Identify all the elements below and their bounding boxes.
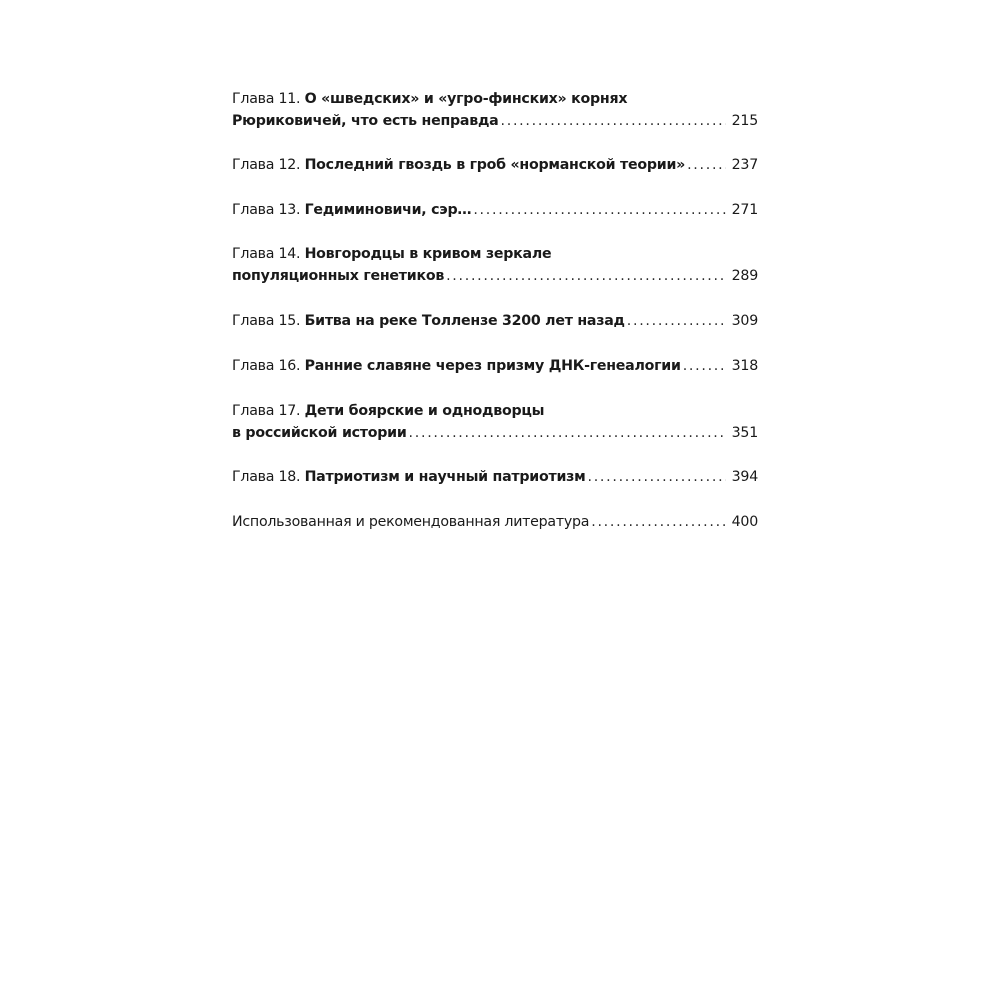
dot-leader [473, 199, 726, 221]
chapter-number: Глава 17. [232, 403, 301, 419]
page-number: 394 [731, 469, 758, 485]
chapter-title: Гедиминовичи, сэр… [304, 202, 472, 218]
page-number: 400 [731, 514, 758, 530]
toc-entry-chapter-15 [232, 310, 758, 332]
chapter-number: Глава 11. [232, 91, 301, 107]
chapter-title: Дети боярские и однодворцы [304, 403, 545, 419]
page-number: 215 [731, 113, 758, 129]
page-number: 318 [731, 358, 758, 374]
toc-entry-chapter-12 [232, 154, 758, 176]
dot-leader [687, 154, 726, 176]
chapter-title-continued: Рюриковичей, что есть неправда [232, 113, 499, 129]
chapter-number: Глава 14. [232, 246, 301, 262]
chapter-title: О «шведских» и «угро-финских» корнях [304, 91, 628, 107]
page-number: 237 [731, 157, 758, 173]
toc-entry-chapter-16 [232, 355, 758, 377]
page-number: 309 [731, 313, 758, 329]
chapter-number: Глава 13. [232, 202, 301, 218]
chapter-title: Патриотизм и научный патриотизм [304, 469, 586, 485]
chapter-title-continued: в российской истории [232, 425, 407, 441]
chapter-number: Глава 12. [232, 157, 301, 173]
toc-entry-bibliography [232, 511, 758, 533]
dot-leader [501, 110, 727, 132]
page-number: 289 [731, 268, 758, 284]
dot-leader [446, 265, 726, 287]
page-number: 271 [731, 202, 758, 218]
toc-entry-chapter-17 [232, 400, 758, 444]
toc-entry-chapter-13 [232, 199, 758, 221]
dot-leader [627, 310, 726, 332]
bibliography-title: Использованная и рекомендованная литература [232, 514, 590, 530]
toc-entry-chapter-18 [232, 466, 758, 488]
chapter-title-continued: популяционных генетиков [232, 268, 445, 284]
dot-leader [409, 422, 726, 444]
chapter-number: Глава 18. [232, 469, 301, 485]
dot-leader [591, 511, 726, 533]
chapter-title: Новгородцы в кривом зеркале [304, 246, 552, 262]
dot-leader [683, 355, 726, 377]
chapter-title: Ранние славяне через призму ДНК-генеалогии [304, 358, 681, 374]
chapter-title: Битва на реке Толлензе 3200 лет назад [304, 313, 625, 329]
toc-entry-chapter-11 [232, 88, 758, 132]
chapter-number: Глава 15. [232, 313, 301, 329]
dot-leader [587, 466, 726, 488]
chapter-title: Последний гвоздь в гроб «норманской теории» [304, 157, 686, 173]
toc-entry-chapter-14 [232, 243, 758, 287]
chapter-number: Глава 16. [232, 358, 301, 374]
page-number: 351 [731, 425, 758, 441]
